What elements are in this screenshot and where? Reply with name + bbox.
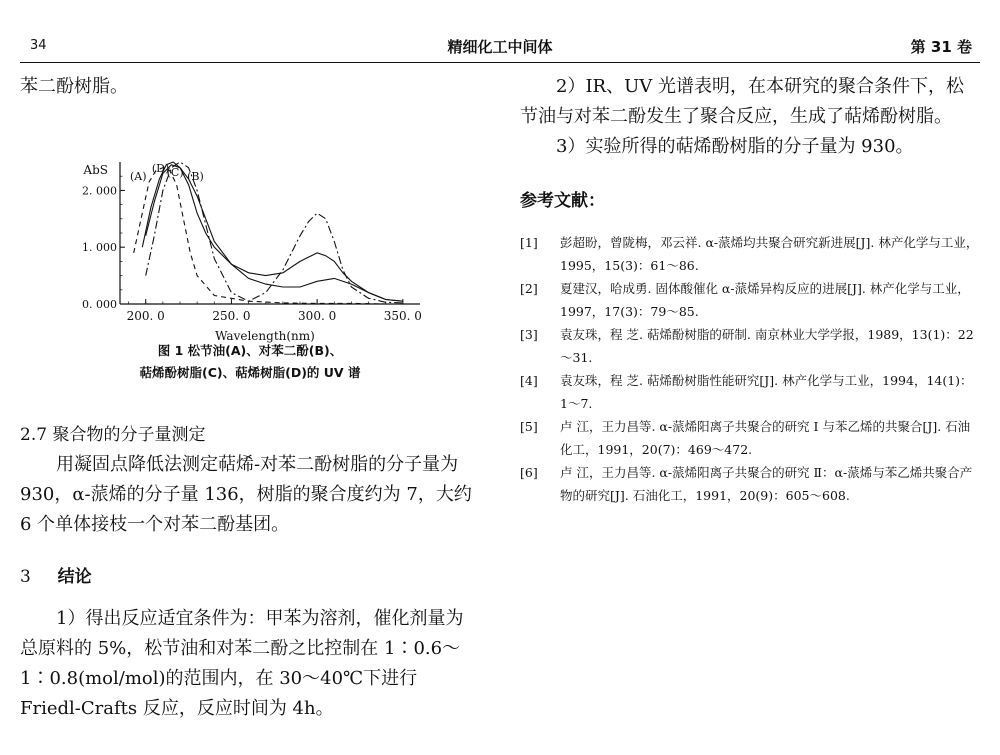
reference-item xyxy=(520,461,980,507)
series-line xyxy=(134,168,412,304)
reference-text: 袁友珠，程 芝. 萜烯酚树脂的研制. 南京林业大学学报，1989，13(1)：22～31. xyxy=(560,327,974,365)
y-axis-label: AbS xyxy=(83,163,108,177)
journal-title: 精细化工中间体 xyxy=(447,38,553,56)
reference-number: [2] xyxy=(520,281,538,296)
reference-number: [3] xyxy=(520,327,538,342)
left-column xyxy=(20,72,480,719)
y-tick-label: 0. 000 xyxy=(82,298,117,311)
intro-line: 苯二酚树脂。 xyxy=(20,76,128,97)
reference-item xyxy=(520,415,980,461)
x-axis-label: Wavelength(nm) xyxy=(215,329,315,343)
section-3-heading xyxy=(20,562,480,592)
section-3-title: 结论 xyxy=(57,567,92,587)
series-line xyxy=(142,162,403,301)
volume-label: 第 31 卷 xyxy=(910,38,972,56)
series-label: (C) xyxy=(166,166,184,179)
conclusion-point-2: 2）IR、UV 光谱表明，在本研究的聚合条件下，松节油与对苯二酚发生了聚合反应，生成了萜烯酚树脂。 xyxy=(520,76,965,127)
reference-item xyxy=(520,323,980,369)
series-label: (A) xyxy=(130,170,147,183)
reference-text: 卢 江，王力昌等. α-蒎烯阳离子共聚合的研究 Ⅱ：α-蒎烯与苯乙烯共聚合产物的研究[J]. 石油化工，1991，20(9)：605～608. xyxy=(560,465,973,503)
reference-item xyxy=(520,231,980,277)
reference-list xyxy=(520,231,980,507)
figure-caption-line1: 图 1 松节油(A)、对苯二酚(B)、 xyxy=(157,343,343,358)
reference-text: 卢 江，王力昌等. α-蒎烯阳离子共聚合的研究 Ⅰ 与苯乙烯的共聚合[J]. 石油化工，1991，20(7)：469～472. xyxy=(560,419,971,457)
references-title: 参考文献： xyxy=(520,191,605,211)
reference-number: [1] xyxy=(520,235,538,250)
x-tick-label: 350. 0 xyxy=(383,309,422,323)
section-3-number: 3 xyxy=(20,567,31,587)
series-label: (D) xyxy=(151,162,170,175)
reference-text: 夏建汉，哈成勇. 固体酸催化 α-蒎烯异构反应的进展[J]. 林产化学与工业，1997，17(3)：79～85. xyxy=(560,281,970,319)
x-tick-label: 250. 0 xyxy=(212,309,251,323)
section-3 xyxy=(20,562,480,724)
reference-number: [6] xyxy=(520,465,538,480)
figure-caption-line2: 萜烯酚树脂(C)、萜烯树脂(D)的 UV 谱 xyxy=(139,365,361,380)
uv-figure xyxy=(20,102,480,352)
uv-spectrum-chart xyxy=(20,102,480,352)
conclusion-point-3: 3）实验所得的萜烯酚树脂的分子量为 930。 xyxy=(556,136,914,157)
conclusion-point-1: 1）得出反应适宜条件为：甲苯为溶剂，催化剂量为总原料的 5%，松节油和对苯二酚之比控制在 1∶0.6～1∶0.8(mol/mol)的范围内，在 30～40℃下进行 Friedl-Crafts 反应，反应时间为 4h。 xyxy=(20,608,464,719)
x-tick-label: 200. 0 xyxy=(126,309,165,323)
reference-text: 袁友珠，程 芝. 萜烯酚树脂性能研究[J]. 林产化学与工业，1994，14(1)：1～7. xyxy=(560,373,973,411)
right-column xyxy=(520,72,980,507)
reference-item xyxy=(520,369,980,415)
series-label: (B) xyxy=(187,170,204,183)
x-tick-label: 300. 0 xyxy=(298,309,337,323)
header-rule xyxy=(20,62,980,63)
section-2-7-paragraph: 用凝固点降低法测定萜烯-对苯二酚树脂的分子量为 930，α-蒎烯的分子量 136，树脂的聚合度约为 7，大约 6 个单体接枝一个对苯二酚基团。 xyxy=(20,454,472,535)
page-number: 34 xyxy=(30,38,47,53)
series-line xyxy=(146,165,403,301)
reference-number: [5] xyxy=(520,419,538,434)
series-line xyxy=(146,162,403,303)
reference-number: [4] xyxy=(520,373,538,388)
page-header xyxy=(20,30,980,60)
reference-item xyxy=(520,277,980,323)
y-tick-label: 1. 000 xyxy=(82,241,117,255)
section-2-7-heading: 2.7 聚合物的分子量测定 xyxy=(20,425,206,445)
section-2-7 xyxy=(20,420,480,540)
y-tick-label: 2. 000 xyxy=(82,184,117,198)
reference-text: 彭超盼，曾陇梅，邓云祥. α-蒎烯均共聚合研究新进展[J]. 林产化学与工业，1995，15(3)：61～86. xyxy=(560,235,979,273)
